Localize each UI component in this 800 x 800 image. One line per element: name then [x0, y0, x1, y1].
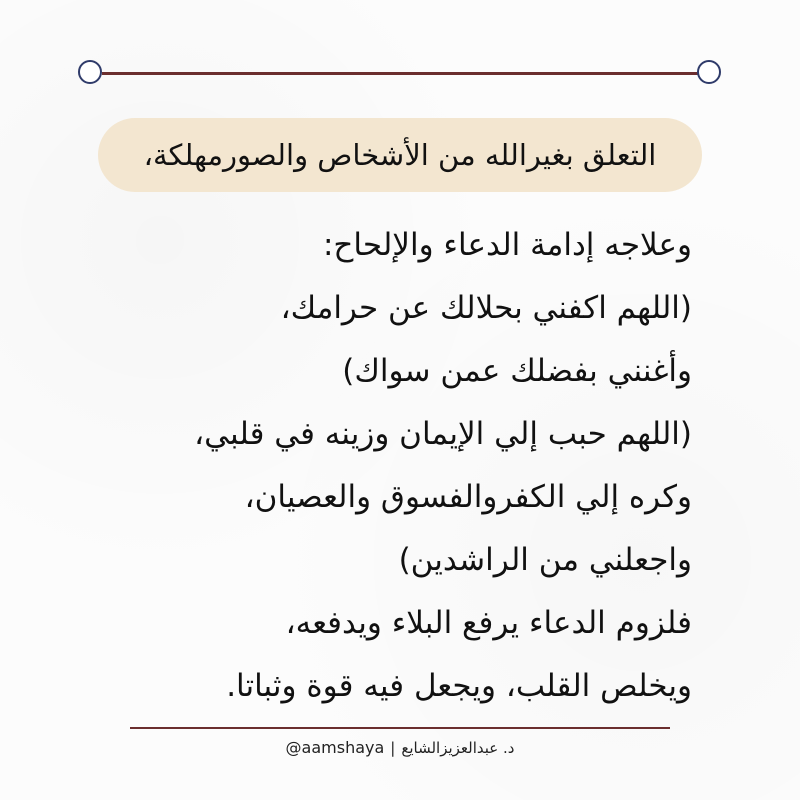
- signature-name: د. عبدالعزيزالشايع: [401, 738, 515, 757]
- top-divider-line: [102, 72, 698, 75]
- body-text: [92, 214, 692, 718]
- signature: [0, 738, 800, 757]
- heading-banner: [98, 118, 702, 192]
- divider-left-circle: [78, 60, 102, 84]
- signature-separator: |: [390, 738, 396, 757]
- divider-right-circle: [697, 60, 721, 84]
- signature-handle: @aamshaya: [285, 738, 385, 757]
- bottom-divider-line: [130, 727, 670, 729]
- body-line: وأغنني بفضلك عمن سواك): [342, 353, 692, 389]
- body-line: فلزوم الدعاء يرفع البلاء ويدفعه،: [285, 605, 692, 641]
- heading-text: التعلق بغيرالله من الأشخاص والصورمهلكة،: [143, 138, 657, 172]
- body-line: وكره إلي الكفروالفسوق والعصيان،: [244, 479, 692, 515]
- body-line: واجعلني من الراشدين): [398, 542, 692, 578]
- body-line: ويخلص القلب، ويجعل فيه قوة وثباتا.: [226, 668, 692, 704]
- body-line: وعلاجه إدامة الدعاء والإلحاح:: [322, 227, 692, 263]
- body-line: (اللهم اكفني بحلالك عن حرامك،: [280, 290, 692, 326]
- body-line: (اللهم حبب إلي الإيمان وزينه في قلبي،: [194, 416, 692, 452]
